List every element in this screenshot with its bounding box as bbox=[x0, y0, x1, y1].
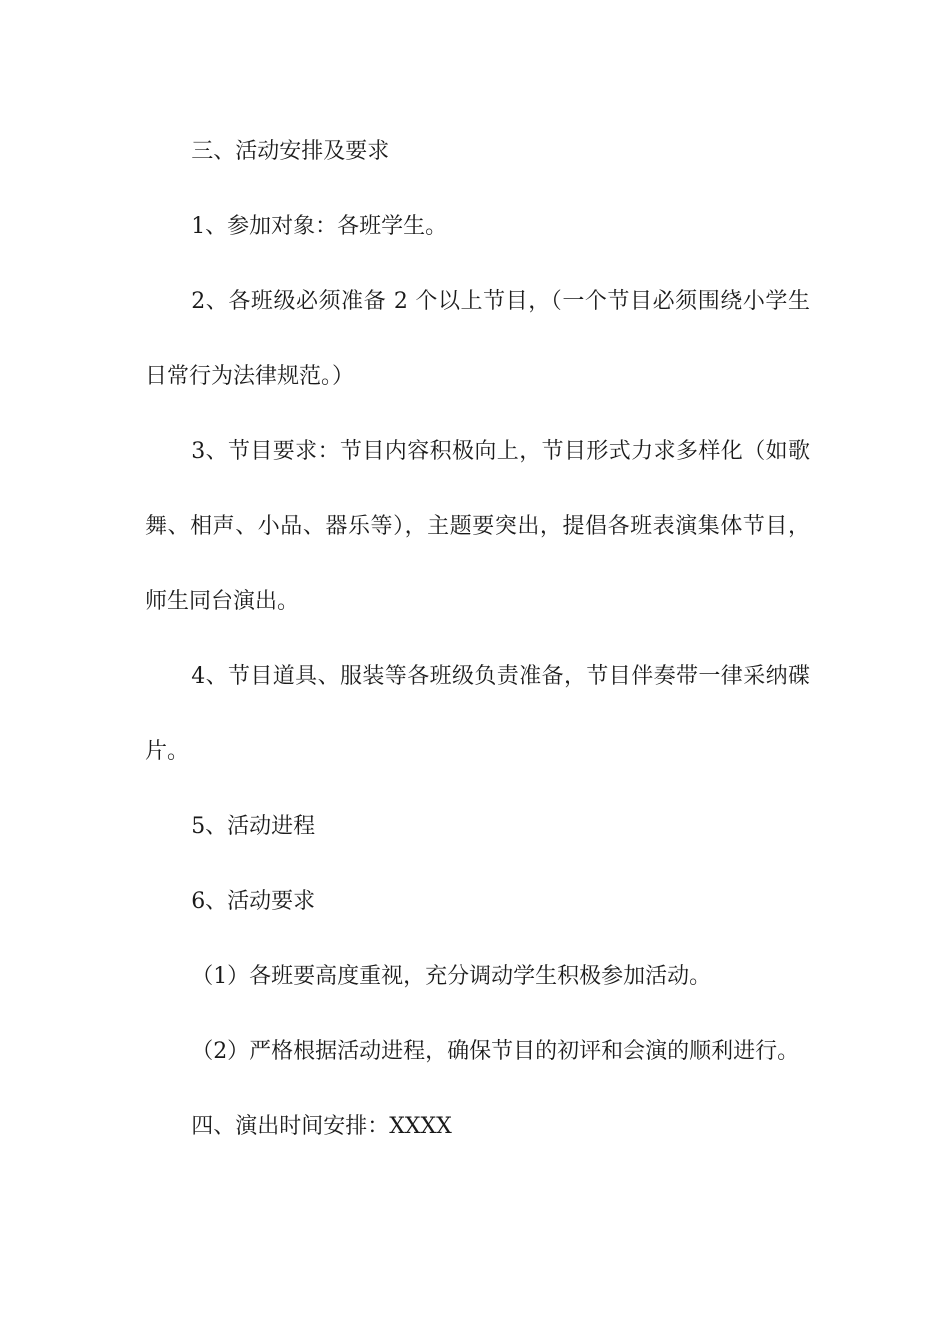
paragraph-program-count: 2、各班级必须准备 2 个以上节目，（一个节目必须围绕小学生日常行为法律规范。） bbox=[145, 289, 810, 389]
document-body bbox=[145, 114, 810, 1164]
paragraph-participants: 1、参加对象：各班学生。 bbox=[191, 214, 448, 239]
section-heading-performance-time: 四、演出时间安排：XXXX bbox=[191, 1114, 452, 1139]
paragraph-program-requirements: 3、节目要求：节目内容积极向上，节目形式力求多样化（如歌舞、相声、小品、器乐等），主题要突出，提倡各班表演集体节目，师生同台演出。 bbox=[145, 439, 810, 614]
paragraph-props-costumes: 4、节目道具、服装等各班级负责准备，节目伴奏带一律采纳碟片。 bbox=[145, 664, 810, 764]
section-heading-activity-arrangement: 三、活动安排及要求 bbox=[191, 139, 390, 164]
paragraph-activity-requirements: 6、活动要求 bbox=[191, 889, 316, 914]
paragraph-requirement-1: （1）各班要高度重视，充分调动学生积极参加活动。 bbox=[191, 964, 712, 989]
paragraph-requirement-2: （2）严格根据活动进程，确保节目的初评和会演的顺利进行。 bbox=[191, 1039, 800, 1064]
paragraph-activity-process: 5、活动进程 bbox=[191, 814, 316, 839]
